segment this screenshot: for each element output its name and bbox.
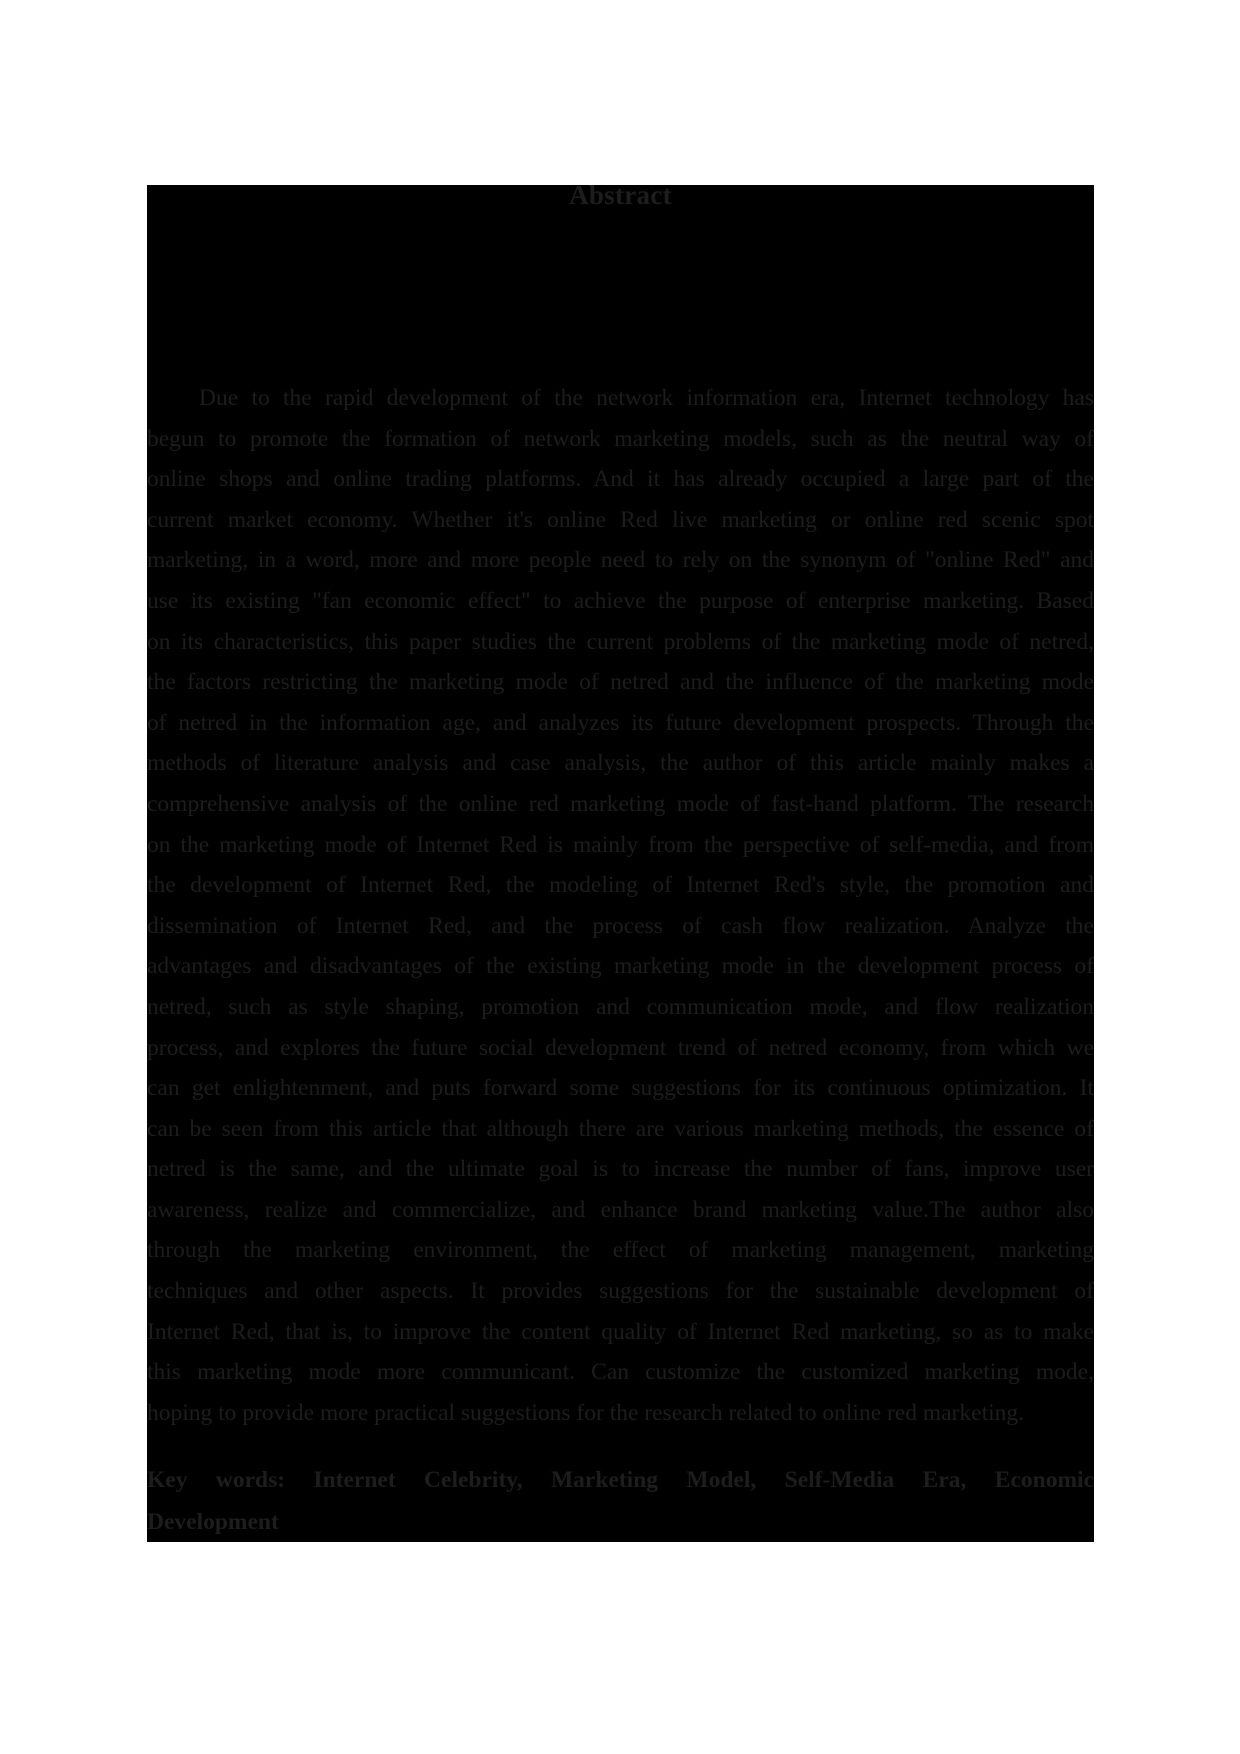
abstract-line: the development of Internet Red, the modeling of Internet Red's style, the promotion and: [147, 872, 1094, 899]
abstract-line: current market economy. Whether it's online Red live marketing or online red scenic spot: [147, 506, 1094, 533]
abstract-line: comprehensive analysis of the online red marketing mode of fast-hand platform. The research: [147, 790, 1094, 817]
abstract-line: use its existing "fan economic effect" to achieve the purpose of enterprise marketing. Based: [147, 587, 1094, 614]
abstract-line: on the marketing mode of Internet Red is mainly from the perspective of self-media, and from: [147, 831, 1094, 858]
abstract-line: Due to the rapid development of the network information era, Internet technology has: [199, 385, 1094, 411]
abstract-line: process, and explores the future social development trend of netred economy, from which we: [147, 1034, 1094, 1061]
abstract-line: of netred in the information age, and analyzes its future development prospects. Through the: [147, 709, 1094, 736]
abstract-line: this marketing mode more communicant. Can customize the customized marketing mode,: [147, 1359, 1094, 1386]
abstract-line: through the marketing environment, the effect of marketing management, marketing: [147, 1237, 1094, 1264]
abstract-line: the factors restricting the marketing mode of netred and the influence of the marketing mode: [147, 669, 1094, 696]
abstract-line: dissemination of Internet Red, and the process of cash flow realization. Analyze the: [147, 912, 1094, 939]
abstract-line: on its characteristics, this paper studies the current problems of the marketing mode of netred,: [147, 628, 1094, 655]
abstract-line: awareness, realize and commercialize, and enhance brand marketing value.The author also: [147, 1196, 1094, 1223]
abstract-line: methods of literature analysis and case analysis, the author of this article mainly makes a: [147, 750, 1094, 777]
abstract-line: hoping to provide more practical suggestions for the research related to online red marketing.: [147, 1399, 1025, 1426]
abstract-page-block: [147, 185, 1094, 1542]
abstract-line: techniques and other aspects. It provides suggestions for the sustainable development of: [147, 1278, 1094, 1305]
abstract-line: netred is the same, and the ultimate goal is to increase the number of fans, improve user: [147, 1156, 1094, 1183]
keywords-line: Key words: Internet Celebrity, Marketing Model, Self-Media Era, Economic: [147, 1467, 1094, 1493]
abstract-line: netred, such as style shaping, promotion and communication mode, and flow realization: [147, 993, 1094, 1020]
abstract-line: online shops and online trading platforms. And it has already occupied a large part of the: [147, 466, 1094, 493]
keywords-section: [147, 1459, 1094, 1542]
abstract-line: advantages and disadvantages of the existing marketing mode in the development process of: [147, 953, 1094, 980]
abstract-line: Internet Red, that is, to improve the content quality of Internet Red marketing, so as to make: [147, 1318, 1094, 1345]
abstract-line: begun to promote the formation of network marketing models, such as the neutral way of: [147, 425, 1094, 452]
abstract-line: can be seen from this article that although there are various marketing methods, the essence of: [147, 1115, 1094, 1142]
abstract-title: Abstract: [569, 185, 672, 210]
abstract-line: marketing, in a word, more and more people need to rely on the synonym of "online Red" and: [147, 547, 1094, 574]
keywords-line: Development: [147, 1509, 279, 1535]
abstract-line: can get enlightenment, and puts forward some suggestions for its continuous optimization. It: [147, 1075, 1094, 1102]
abstract-body: [147, 378, 1094, 1433]
